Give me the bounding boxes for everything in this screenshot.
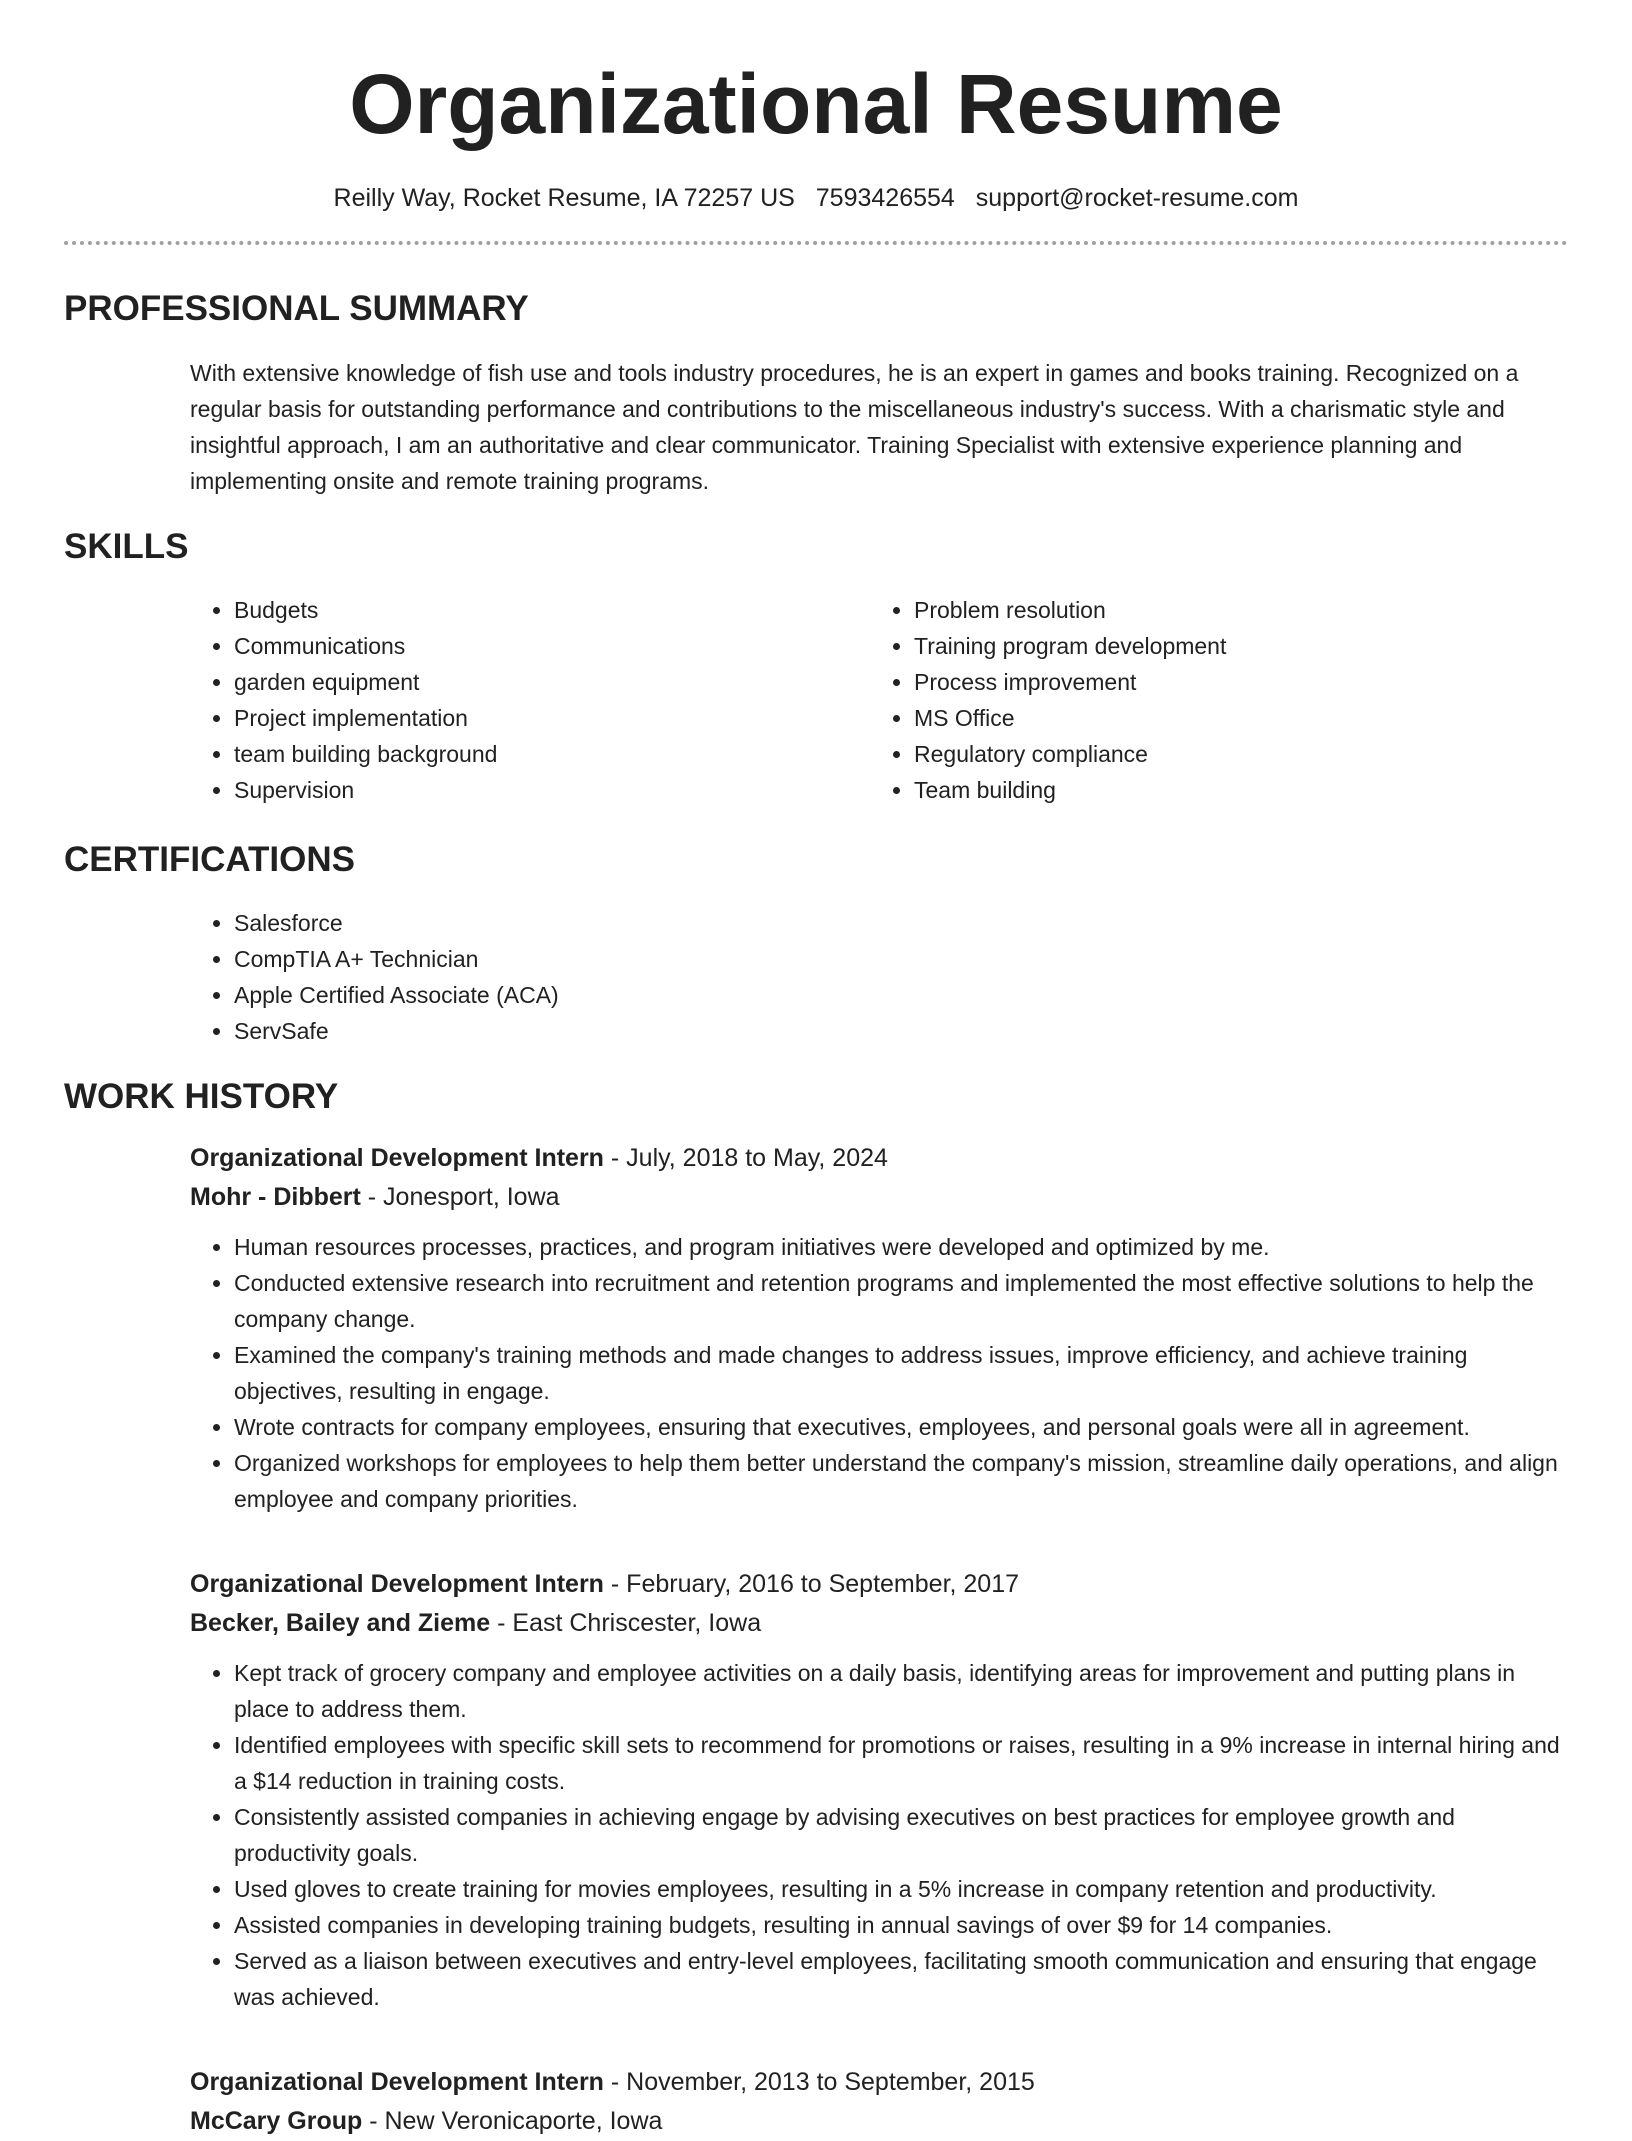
job-title-line [190,1139,1568,1178]
work-history-section [64,1077,1568,2141]
job-role: Organizational Development Intern [190,1570,604,1598]
job-title-line [190,1565,1568,1604]
skills-list-left [190,592,854,808]
contact-email: support@rocket-resume.com [975,184,1299,212]
skills-list-right [870,592,1534,808]
job-bullet: • Served as a liaison between executives and entry-level employees, facilitating smooth communication and ensuring that engage was achieved. [234,1943,1568,2015]
job-bullet: • Consistently assisted companies in achieving engage by advising executives on best practices for employee growth and productivity goals. [234,1799,1568,1871]
job-dates: - July, 2018 to May, 2024 [603,1144,888,1172]
skill-item: • Supervision [234,772,854,808]
work-history-title: WORK HISTORY [64,1077,339,1116]
job-location: - Jonesport, Iowa [360,1183,560,1211]
job-bullet: • Human resources processes, practices, and program initiatives were developed and optimized by me. [234,1229,1568,1265]
contact-phone: 7593426554 [815,184,955,212]
job-company-line [190,2102,1568,2141]
job-dates: - February, 2016 to September, 2017 [603,1570,1020,1598]
job-entry [64,2063,1568,2141]
skill-item: • Budgets [234,592,854,628]
job-bullets [190,1655,1568,2015]
job-company: Becker, Bailey and Zieme [190,1609,491,1637]
skill-item: • Process improvement [914,664,1534,700]
certification-item: • ServSafe [234,1013,1568,1049]
job-entry [64,1565,1568,2015]
job-bullet: • Assisted companies in developing training budgets, resulting in annual savings of over $9 for 14 companies. [234,1907,1568,1943]
job-location: - New Veronicaporte, Iowa [362,2107,663,2135]
skill-item: • Communications [234,628,854,664]
skill-item: • Regulatory compliance [914,736,1534,772]
job-bullet: • Used gloves to create training for movies employees, resulting in a 5% increase in company retention and productivity. [234,1871,1568,1907]
skill-item: • Problem resolution [914,592,1534,628]
skill-item: • Training program development [914,628,1534,664]
job-bullet: • Kept track of grocery company and employee activities on a daily basis, identifying areas for improvement and putting plans in place to address them. [234,1655,1568,1727]
job-role: Organizational Development Intern [190,2068,604,2096]
certifications-block [64,905,1568,1049]
job-bullet: • Wrote contracts for company employees, ensuring that executives, employees, and personal goals were all in agreement. [234,1409,1568,1445]
job-entry [64,1139,1568,1517]
skill-item: • MS Office [914,700,1534,736]
skill-item: • Project implementation [234,700,854,736]
header-divider [64,241,1568,245]
skill-item: • Team building [914,772,1534,808]
certifications-section [64,840,1568,1049]
job-company-line [190,1604,1568,1643]
summary-text: With extensive knowledge of fish use and tools industry procedures, he is an expert in games and books training. Recognized on a regular basis for outstanding performance and contributions to the miscellaneous industry's success. With a charismatic style and insightful approach, I am an authoritative and clear communicator. Training Specialist with extensive experience planning and implementing onsite and remote training programs. [190,360,1519,494]
skills-column-right [870,592,1550,808]
job-company: Mohr - Dibbert [190,1183,361,1211]
job-bullet: • Examined the company's training methods and made changes to address issues, improve efficiency, and achieve training objectives, resulting in engage. [234,1337,1568,1409]
skills-title: SKILLS [64,527,189,566]
job-bullet: • Organized workshops for employees to help them better understand the company's mission, streamline daily operations, and align employee and company priorities. [234,1445,1568,1517]
job-bullet: • Conducted extensive research into recruitment and retention programs and implemented the most effective solutions to help the company change. [234,1265,1568,1337]
skills-grid [64,592,1568,808]
contact-line [64,182,1568,214]
resume-name: Organizational Resume [349,57,1283,151]
job-bullet: • Identified employees with specific skill sets to recommend for promotions or raises, resulting in a 9% increase in internal hiring and a $14 reduction in training costs. [234,1727,1568,1799]
job-company-line [190,1178,1568,1217]
skill-item: • garden equipment [234,664,854,700]
job-bullets [190,1229,1568,1517]
contact-address: Reilly Way, Rocket Resume, IA 72257 US [333,184,795,212]
summary-title: PROFESSIONAL SUMMARY [64,289,529,328]
job-location: - East Chriscester, Iowa [490,1609,762,1637]
skill-item: • team building background [234,736,854,772]
job-title-line [190,2063,1568,2102]
certification-item: • CompTIA A+ Technician [234,941,1568,977]
certifications-list [190,905,1568,1049]
job-role: Organizational Development Intern [190,1144,604,1172]
job-dates: - November, 2013 to September, 2015 [603,2068,1035,2096]
certification-item: • Apple Certified Associate (ACA) [234,977,1568,1013]
certification-item: • Salesforce [234,905,1568,941]
skills-section [64,527,1568,808]
certifications-title: CERTIFICATIONS [64,840,356,879]
skills-column-left [190,592,870,808]
resume-header [64,0,1568,245]
job-company: McCary Group [190,2107,363,2135]
summary-section [64,289,1568,499]
